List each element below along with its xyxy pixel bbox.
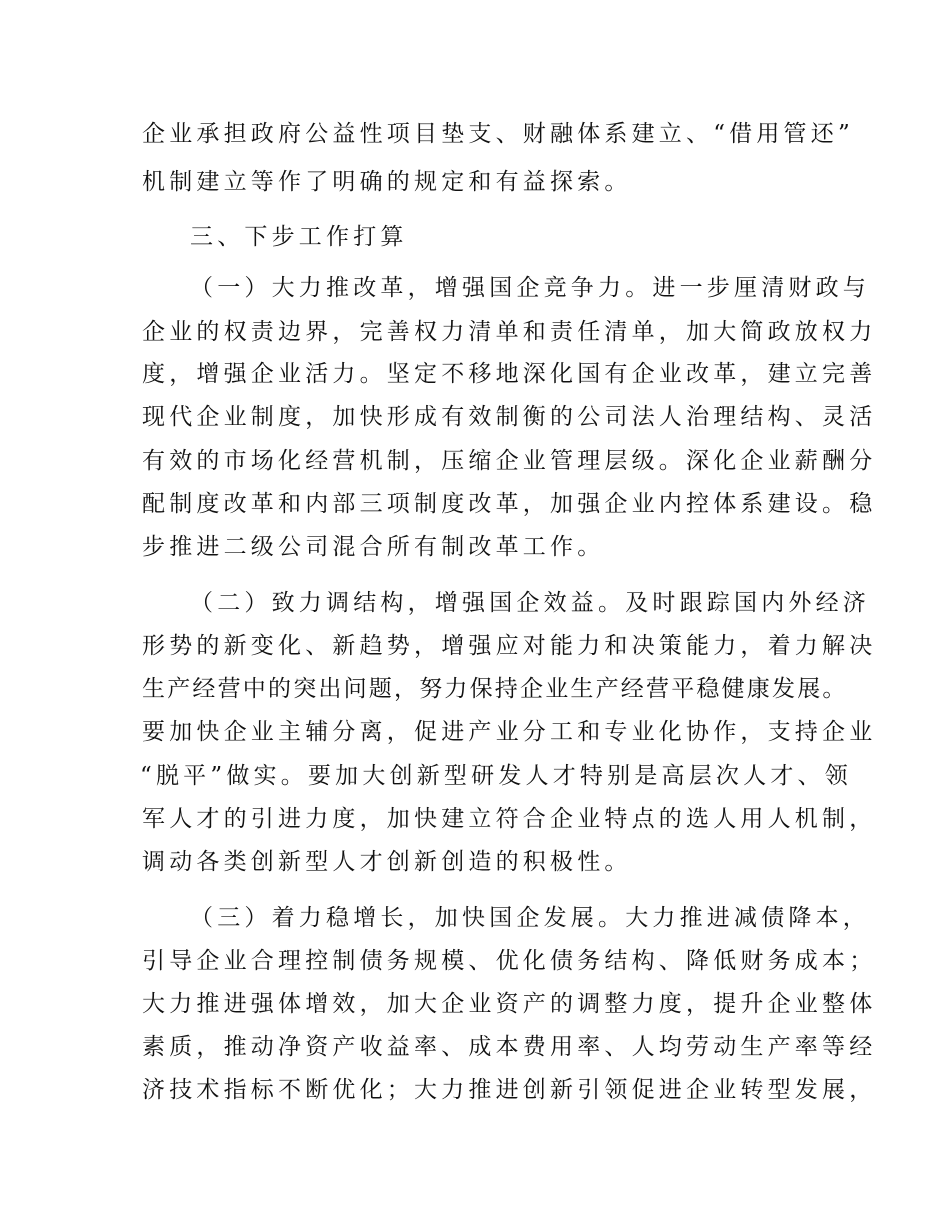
text-line: 步推进二级公司混合所有制改革工作。	[142, 534, 605, 560]
text-line: 要加快企业主辅分离，促进产业分工和专业化协作，支持企业	[142, 719, 877, 745]
text-line: （一）大力推改革，增强国企竞争力。进一步厘清财政与	[190, 275, 870, 301]
text-line: 企业承担政府公益性项目垫支、财融体系建立、“借用管还”	[142, 121, 854, 147]
text-line: 现代企业制度，加快形成有效制衡的公司法人治理结构、灵活	[142, 404, 877, 430]
text-line: 企业的权责边界，完善权力清单和责任清单，加大简政放权力	[142, 319, 877, 345]
text-line: （二）致力调结构，增强国企效益。及时跟踪国内外经济	[190, 590, 870, 616]
text-line: （三）着力稳增长，加快国企发展。大力推进减债降本，	[190, 905, 870, 931]
section-heading: 三、下步工作打算	[190, 224, 408, 250]
text-line: 有效的市场化经营机制，压缩企业管理层级。深化企业薪酬分	[142, 448, 877, 474]
text-line: 军人才的引进力度，加快建立符合企业特点的选人用人机制，	[142, 806, 877, 832]
text-line: 大力推进强体增效，加大企业资产的调整力度，提升企业整体	[142, 991, 877, 1017]
text-line: 机制建立等作了明确的规定和有益探索。	[142, 169, 632, 195]
text-line: 生产经营中的突出问题，努力保持企业生产经营平稳健康发展。	[142, 676, 848, 702]
text-line: 度，增强企业活力。坚定不移地深化国有企业改革，建立完善	[142, 361, 877, 387]
text-line: 形势的新变化、新趋势，增强应对能力和决策能力，着力解决	[142, 633, 877, 659]
text-line: “脱平”做实。要加大创新型研发人才特别是高层次人才、领	[140, 763, 852, 789]
text-line: 配制度改革和内部三项制度改革，加强企业内控体系建设。稳	[142, 491, 877, 517]
text-line: 济技术指标不断优化；大力推进创新引领促进企业转型发展，	[142, 1077, 877, 1103]
text-line: 素质，推动净资产收益率、成本费用率、人均劳动生产率等经	[142, 1034, 877, 1060]
text-line: 引导企业合理控制债务规模、优化债务结构、降低财务成本；	[142, 948, 877, 974]
text-line: 调动各类创新型人才创新创造的积极性。	[142, 849, 632, 875]
